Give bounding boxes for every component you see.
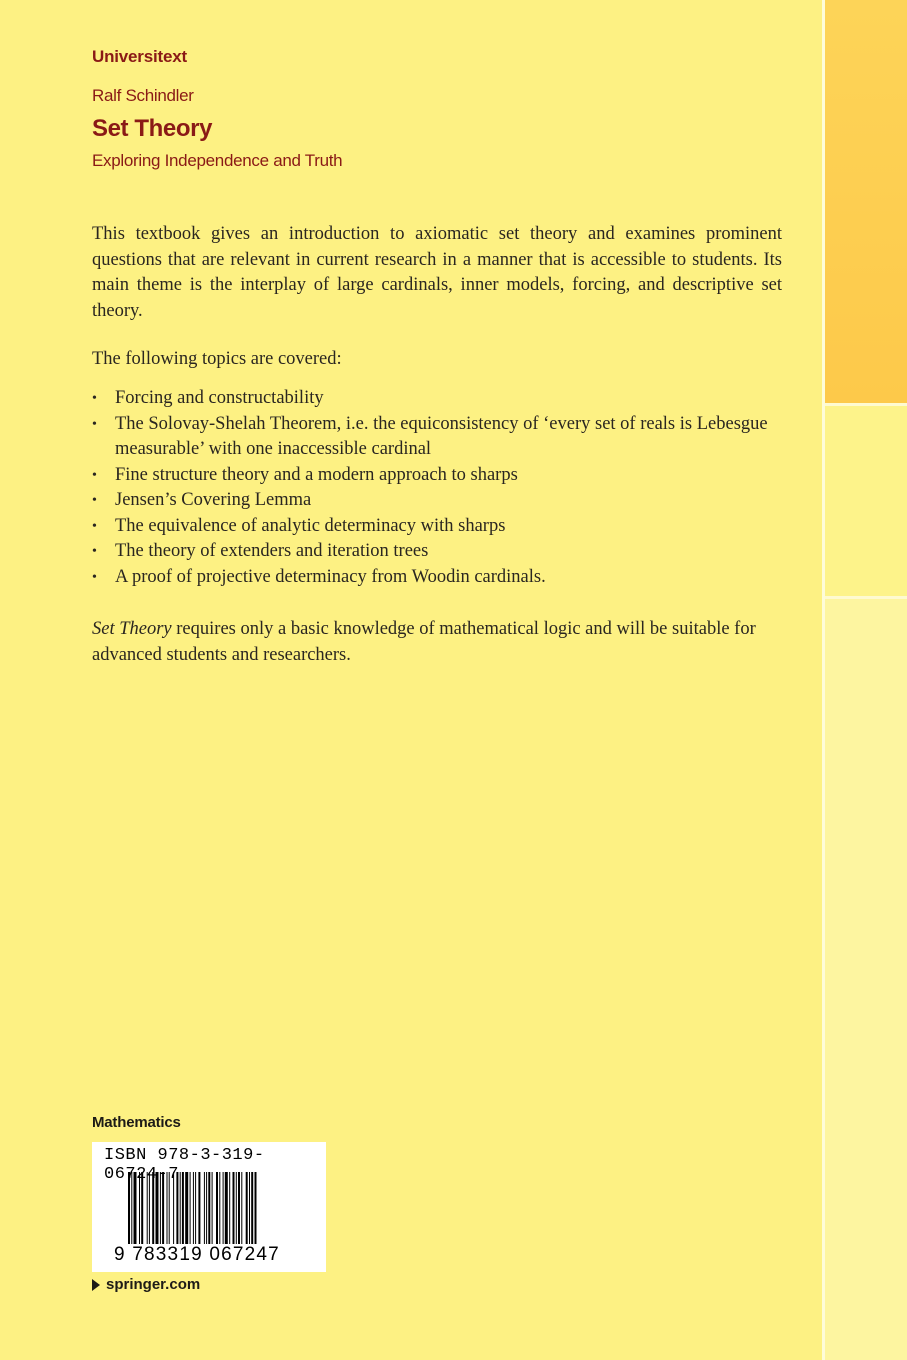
bullet-icon: • — [92, 493, 97, 508]
isbn-barcode — [92, 1142, 326, 1272]
list-item — [92, 514, 782, 540]
topic-text: Fine structure theory and a modern approach to sharps — [115, 464, 518, 485]
bullet-icon: • — [92, 416, 97, 432]
side-strip-orange — [825, 0, 907, 403]
publisher-url: springer.com — [106, 1276, 201, 1293]
closing-text: requires only a basic knowledge of mathematical logic and will be suitable for advanced students and researchers. — [92, 619, 756, 665]
side-strip-lower — [825, 599, 907, 1360]
topics-intro: The following topics are covered: — [92, 349, 342, 369]
isbn-number: ISBN 978-3-319-06724-7 — [104, 1146, 265, 1184]
list-item — [92, 386, 782, 412]
topic-text: The equivalence of analytic determinacy with sharps — [115, 515, 506, 536]
list-item — [92, 463, 782, 489]
side-strip-middle — [825, 406, 907, 596]
publisher-link[interactable] — [92, 1276, 200, 1293]
topic-text: The Solovay-Shelah Theorem, i.e. the equiconsistency of ‘every set of reals is Lebesgue measurable’ with one inaccessible cardinal — [115, 413, 768, 459]
list-item — [92, 539, 782, 565]
arrow-right-icon — [92, 1279, 100, 1291]
topic-text: A proof of projective determinacy from Woodin cardinals. — [115, 566, 546, 587]
bullet-icon: • — [92, 569, 97, 585]
topic-text: Forcing and constructability — [115, 388, 324, 408]
bullet-icon: • — [92, 467, 97, 483]
series-name: Universitext — [92, 47, 187, 66]
closing-statement — [92, 617, 792, 668]
topic-text: Jensen’s Covering Lemma — [115, 490, 312, 510]
list-item — [92, 565, 782, 591]
list-item — [92, 412, 782, 463]
list-item — [92, 488, 782, 514]
book-description: This textbook gives an introduction to axiomatic set theory and examines prominent questions that are relevant in current research in a manner that is accessible to students. Its main theme is the interplay of large cardinals, inner models, forcing, and descriptive set theory. — [92, 224, 782, 321]
closing-book-title: Set Theory — [92, 619, 172, 639]
bullet-icon: • — [92, 518, 97, 534]
book-subtitle: Exploring Independence and Truth — [92, 151, 343, 170]
subject-category: Mathematics — [92, 1114, 181, 1131]
topics-list — [92, 386, 782, 590]
topic-text: The theory of extenders and iteration trees — [115, 541, 429, 561]
barcode-digits: 9 783319 067247 — [114, 1244, 280, 1265]
bullet-icon: • — [92, 544, 97, 559]
author-name: Ralf Schindler — [92, 86, 194, 105]
bullet-icon: • — [92, 391, 97, 406]
book-title: Set Theory — [92, 115, 213, 142]
